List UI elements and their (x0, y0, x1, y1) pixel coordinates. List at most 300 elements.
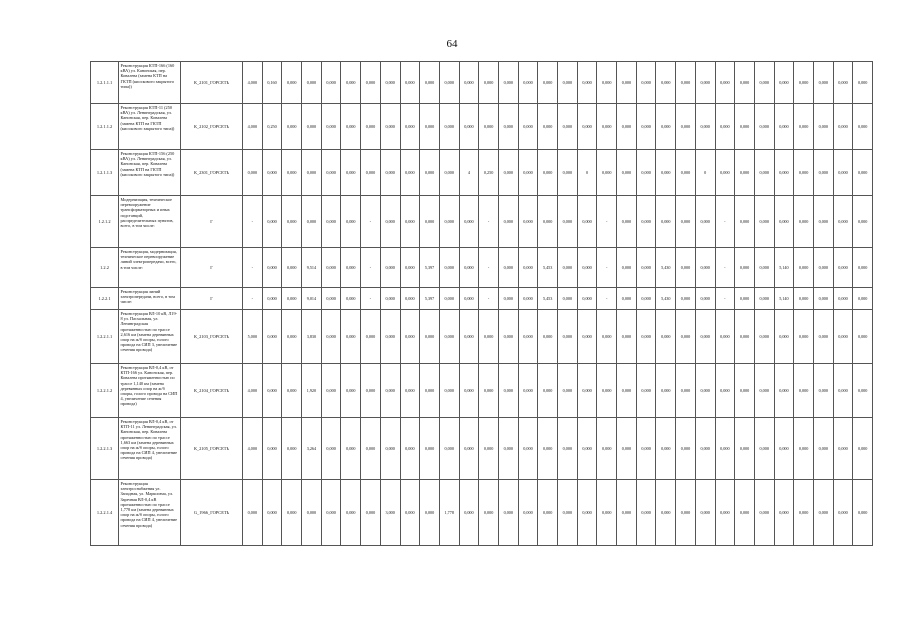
value-cell: 0,000 (361, 364, 381, 418)
row-code: 1.2.2.1 (91, 288, 119, 310)
value-cell: 0,000 (420, 364, 440, 418)
value-cell: 0,000 (676, 104, 696, 150)
value-cell: 4 (459, 150, 479, 196)
value-cell: 0,000 (695, 104, 715, 150)
table-row (91, 364, 873, 418)
value-cell: 0,000 (636, 62, 656, 104)
row-identifier: К_2105_ГОРСЕТЬ (181, 418, 243, 480)
value-cell: 0,000 (656, 310, 676, 364)
row-code: 1.2.2.1.1 (91, 310, 119, 364)
value-cell: 0,000 (833, 288, 853, 310)
value-cell: - (479, 196, 499, 248)
value-cell: 0,160 (262, 62, 282, 104)
value-cell: 0,000 (617, 418, 637, 480)
value-cell: 4,000 (243, 364, 263, 418)
value-cell: 0,000 (617, 196, 637, 248)
value-cell: 0,000 (321, 196, 341, 248)
value-cell: 0,000 (459, 196, 479, 248)
value-cell: 0,000 (794, 418, 814, 480)
row-identifier: К_2101_ГОРСЕТЬ (181, 62, 243, 104)
table-row (91, 62, 873, 104)
value-cell: 0,000 (577, 364, 597, 418)
value-cell: 0,000 (754, 418, 774, 480)
value-cell: 0,000 (617, 248, 637, 288)
value-cell: 0,000 (656, 364, 676, 418)
value-cell: 0,000 (813, 480, 833, 546)
value-cell: 0,000 (321, 104, 341, 150)
value-cell: - (597, 288, 617, 310)
value-cell: 0,000 (558, 248, 578, 288)
value-cell: 0,000 (380, 62, 400, 104)
value-cell: 0,000 (518, 310, 538, 364)
value-cell: 0,000 (617, 104, 637, 150)
value-cell: 0,000 (302, 62, 322, 104)
value-cell: 0,000 (813, 418, 833, 480)
value-cell: 0,000 (538, 150, 558, 196)
value-cell: 0,000 (361, 480, 381, 546)
value-cell: - (715, 248, 735, 288)
value-cell: 0,000 (400, 288, 420, 310)
value-cell: 0,000 (636, 288, 656, 310)
value-cell: 0,000 (853, 418, 873, 480)
value-cell: 0,000 (302, 104, 322, 150)
value-cell: 0,000 (853, 196, 873, 248)
value-cell: 0,000 (361, 150, 381, 196)
value-cell: 0,000 (774, 62, 794, 104)
table-row (91, 288, 873, 310)
value-cell: - (479, 288, 499, 310)
value-cell: 0,000 (794, 196, 814, 248)
value-cell: 0,000 (380, 104, 400, 150)
value-cell: 0,000 (518, 288, 538, 310)
value-cell: 0,000 (420, 310, 440, 364)
value-cell: 5,000 (243, 310, 263, 364)
value-cell: 5,140 (774, 288, 794, 310)
value-cell: 0,000 (498, 288, 518, 310)
value-cell: 0,000 (282, 418, 302, 480)
value-cell: 0,000 (754, 364, 774, 418)
row-identifier: Г (181, 288, 243, 310)
row-identifier: К_2103_ГОРСЕТЬ (181, 310, 243, 364)
value-cell: 1,778 (439, 480, 459, 546)
value-cell: 0,000 (794, 248, 814, 288)
value-cell: 0,000 (380, 418, 400, 480)
value-cell: 0,000 (498, 248, 518, 288)
value-cell: 0 (695, 150, 715, 196)
value-cell: 0,000 (459, 364, 479, 418)
value-cell: 0,000 (459, 248, 479, 288)
value-cell: 0,000 (538, 480, 558, 546)
value-cell: 0,000 (400, 196, 420, 248)
value-cell: 0,000 (735, 480, 755, 546)
value-cell: 0,000 (439, 418, 459, 480)
row-code: 1.2.1.1.2 (91, 104, 119, 150)
value-cell: 0,000 (282, 288, 302, 310)
value-cell: 0,000 (321, 248, 341, 288)
value-cell: 0,000 (439, 364, 459, 418)
value-cell: 0,000 (518, 150, 538, 196)
value-cell: 0 (577, 150, 597, 196)
row-description: Реконструкция КТП-156 (250 кВА) ул. Ленинградская, ул. Канонская, пер. Ковалева (замена КТП на ГКТП (киоскового закрытого типа)) (119, 150, 181, 196)
value-cell: 0,000 (774, 364, 794, 418)
value-cell: 0,000 (715, 418, 735, 480)
value-cell: 0,000 (794, 150, 814, 196)
value-cell: 0,000 (321, 62, 341, 104)
value-cell: 0,000 (833, 248, 853, 288)
value-cell: 1,920 (302, 364, 322, 418)
row-code: 1.2.2.1.4 (91, 480, 119, 546)
value-cell: 0,000 (794, 288, 814, 310)
row-identifier: К_2301_ГОРСЕТЬ (181, 150, 243, 196)
value-cell: 0,000 (400, 418, 420, 480)
value-cell: 0,000 (380, 150, 400, 196)
value-cell: 0,000 (282, 104, 302, 150)
row-description: Реконструкция КТП-11 (250 кВА) ул. Ленинградская, ул. Канонская, пер. Ковалева (замена КТП на ГКТП (киоскового закрытого типа)) (119, 104, 181, 150)
value-cell: 0,000 (715, 310, 735, 364)
value-cell: 0,000 (262, 150, 282, 196)
value-cell: 0,000 (597, 310, 617, 364)
value-cell: 0,000 (853, 248, 873, 288)
value-cell: 4,000 (243, 418, 263, 480)
row-identifier: К_2104_ГОРСЕТЬ (181, 364, 243, 418)
value-cell: - (361, 288, 381, 310)
row-code: 1.2.2 (91, 248, 119, 288)
value-cell: 0,000 (833, 480, 853, 546)
value-cell: 0,000 (577, 248, 597, 288)
value-cell: 0,000 (754, 248, 774, 288)
value-cell: 0,000 (538, 196, 558, 248)
value-cell: 0,000 (558, 196, 578, 248)
value-cell: 0,000 (676, 364, 696, 418)
value-cell: 0,000 (282, 310, 302, 364)
value-cell: 0,000 (498, 480, 518, 546)
value-cell: 0,000 (262, 480, 282, 546)
value-cell: 0,000 (656, 196, 676, 248)
value-cell: 0,000 (538, 310, 558, 364)
value-cell: 0,000 (813, 196, 833, 248)
value-cell: - (243, 196, 263, 248)
value-cell: 0,000 (735, 310, 755, 364)
value-cell: 0,000 (341, 196, 361, 248)
value-cell: 0,000 (479, 104, 499, 150)
value-cell: 0,000 (341, 418, 361, 480)
table-row (91, 248, 873, 288)
value-cell: 0,000 (538, 418, 558, 480)
value-cell: 0,000 (498, 104, 518, 150)
value-cell: 0,000 (676, 62, 696, 104)
value-cell: 0,000 (538, 62, 558, 104)
value-cell: 0,000 (794, 310, 814, 364)
value-cell: 0,000 (459, 104, 479, 150)
value-cell: 0,000 (813, 248, 833, 288)
value-cell: 0,000 (833, 62, 853, 104)
value-cell: 0,000 (636, 310, 656, 364)
value-cell: 0,000 (833, 418, 853, 480)
value-cell: 0,000 (617, 480, 637, 546)
value-cell: 0,000 (676, 196, 696, 248)
value-cell: 0,000 (558, 364, 578, 418)
value-cell: 0,000 (597, 62, 617, 104)
value-cell: 0,000 (302, 196, 322, 248)
value-cell: 0,000 (282, 150, 302, 196)
value-cell: 0,000 (794, 480, 814, 546)
row-identifier: G_1966_ГОРСЕТЬ (181, 480, 243, 546)
row-identifier: К_2102_ГОРСЕТЬ (181, 104, 243, 150)
value-cell: 0,000 (420, 62, 440, 104)
value-cell: 0,000 (420, 150, 440, 196)
value-cell: 0,000 (518, 364, 538, 418)
value-cell: 0,000 (656, 62, 676, 104)
row-code: 1.2.1.1.1 (91, 62, 119, 104)
value-cell: 0,000 (597, 480, 617, 546)
value-cell: 0,000 (853, 364, 873, 418)
value-cell: 0,000 (617, 62, 637, 104)
value-cell: 0,000 (656, 418, 676, 480)
value-cell: 0,000 (774, 310, 794, 364)
value-cell: 0,000 (479, 418, 499, 480)
value-cell: 0,000 (420, 196, 440, 248)
value-cell: 0,000 (617, 310, 637, 364)
value-cell: 0,000 (282, 248, 302, 288)
value-cell: 0,000 (420, 104, 440, 150)
row-code: 1.2.1.2 (91, 196, 119, 248)
value-cell: 0,000 (833, 310, 853, 364)
table-row (91, 418, 873, 480)
value-cell: 0,000 (597, 364, 617, 418)
value-cell: 0,000 (262, 288, 282, 310)
value-cell: 0,000 (735, 418, 755, 480)
value-cell: 0,000 (400, 62, 420, 104)
row-description: Реконструкция ВЛ-0,4 кВ, от КТП-166 ул. Канонская, пер. Ковалева протяженностью по трассе 1,140 км (замена деревянных опор на ж/б опоры, голого провода на СИП 4, увеличение сечения провода) (119, 364, 181, 418)
value-cell: 0,000 (813, 62, 833, 104)
value-cell: 0,000 (833, 104, 853, 150)
value-cell: 0,000 (262, 196, 282, 248)
value-cell: 0,000 (636, 418, 656, 480)
value-cell: 0,000 (794, 364, 814, 418)
value-cell: 0,000 (695, 196, 715, 248)
value-cell: - (243, 288, 263, 310)
table-row (91, 104, 873, 150)
value-cell: 5,430 (656, 248, 676, 288)
value-cell: 0,000 (577, 62, 597, 104)
value-cell: 0,000 (420, 418, 440, 480)
row-description: Реконструкция ВЛ-10 кВ, Л19-8 ул. Пасхальная, ул. Ленинградская протяженностью по трассе 2,616 км (замена деревянных опор на ж/б опоры, голого провода на СИП 3, увеличение сечения провода) (119, 310, 181, 364)
row-description: Модернизация, техническое перевооружение трансформаторных и иных подстанций, распределительных пунктов, всего, в том числе: (119, 196, 181, 248)
value-cell: 0,000 (636, 150, 656, 196)
value-cell: 0,000 (262, 364, 282, 418)
value-cell: 0,000 (498, 62, 518, 104)
value-cell: 0,000 (420, 480, 440, 546)
value-cell: - (243, 248, 263, 288)
value-cell: 3,000 (380, 480, 400, 546)
value-cell: 0,000 (577, 104, 597, 150)
value-cell: 0,000 (558, 480, 578, 546)
value-cell: 0,000 (695, 310, 715, 364)
value-cell: 0,000 (302, 480, 322, 546)
value-cell: 0,000 (282, 480, 302, 546)
value-cell: 0,000 (735, 248, 755, 288)
value-cell: 0,000 (754, 104, 774, 150)
value-cell: 0,000 (341, 288, 361, 310)
value-cell: 0,000 (439, 248, 459, 288)
value-cell: 5,397 (420, 248, 440, 288)
table-row (91, 480, 873, 546)
value-cell: 0,000 (498, 310, 518, 364)
value-cell: 9,014 (302, 288, 322, 310)
value-cell: - (715, 196, 735, 248)
value-cell: 0,000 (853, 62, 873, 104)
value-cell: 0,000 (597, 150, 617, 196)
value-cell: 0,000 (380, 196, 400, 248)
value-cell: - (715, 288, 735, 310)
value-cell: 0,000 (361, 418, 381, 480)
value-cell: 0,000 (380, 288, 400, 310)
value-cell: 0,000 (518, 104, 538, 150)
value-cell: 0,000 (597, 418, 617, 480)
table-row (91, 196, 873, 248)
value-cell: 0,000 (853, 104, 873, 150)
value-cell: 0,000 (754, 150, 774, 196)
value-cell: 0,000 (243, 480, 263, 546)
value-cell: 0,000 (794, 62, 814, 104)
investment-program-table (90, 61, 873, 546)
value-cell: 0,000 (617, 364, 637, 418)
value-cell: 0,000 (577, 310, 597, 364)
value-cell: 0,000 (479, 310, 499, 364)
value-cell: 0,000 (321, 418, 341, 480)
value-cell: 0,000 (617, 150, 637, 196)
value-cell: - (597, 248, 617, 288)
value-cell: 4,000 (243, 62, 263, 104)
value-cell: 0,000 (656, 104, 676, 150)
value-cell: 0,000 (538, 364, 558, 418)
value-cell: 0,000 (695, 288, 715, 310)
value-cell: 0,000 (754, 310, 774, 364)
value-cell: 0,000 (676, 418, 696, 480)
value-cell: 0,000 (439, 150, 459, 196)
row-description: Реконструкция электроснабжения ул. Западная, ул. Марксизма, ул. Заречная ВЛ-0,4 кВ протяженностью по трассе 1,778 км (замена деревянных опор на ж/б опоры, голого провода на СИП 4, увеличение сечения провода) (119, 480, 181, 546)
value-cell: 0,000 (400, 150, 420, 196)
table-row (91, 150, 873, 196)
value-cell: 0,000 (577, 196, 597, 248)
value-cell: 0,000 (676, 248, 696, 288)
value-cell: 0,000 (439, 288, 459, 310)
value-cell: 0,000 (400, 310, 420, 364)
value-cell: 0,000 (577, 480, 597, 546)
value-cell: 0,000 (715, 480, 735, 546)
value-cell: 0,000 (518, 196, 538, 248)
value-cell: 0,000 (774, 150, 794, 196)
value-cell: 0,000 (754, 62, 774, 104)
value-cell: 0,000 (498, 196, 518, 248)
value-cell: 0,000 (321, 480, 341, 546)
value-cell: 0,000 (695, 248, 715, 288)
value-cell: - (361, 248, 381, 288)
value-cell: 0,000 (636, 364, 656, 418)
row-code: 1.2.1.1.3 (91, 150, 119, 196)
value-cell: 0,000 (695, 480, 715, 546)
value-cell: 0,000 (282, 196, 302, 248)
value-cell: 0,000 (715, 364, 735, 418)
value-cell: 0,000 (400, 480, 420, 546)
value-cell: 0,000 (459, 480, 479, 546)
value-cell: 0,000 (341, 150, 361, 196)
row-description: Реконструкция ВЛ-0,4 кВ, от КТП-11 ул. Ленинградская, ул. Канонская, пер. Ковалева протяженностью по трассе 1,663 км (замена деревянных опор на ж/б опоры, голого провода на СИП 4, увеличение сечения провода) (119, 418, 181, 480)
value-cell: 0,000 (676, 288, 696, 310)
value-cell: 0,000 (341, 104, 361, 150)
value-cell: 0,000 (558, 62, 578, 104)
value-cell: 0,000 (518, 480, 538, 546)
value-cell: 0,000 (735, 104, 755, 150)
value-cell: 0,000 (656, 480, 676, 546)
value-cell: 0,000 (459, 288, 479, 310)
value-cell: 0,000 (479, 480, 499, 546)
value-cell: 3,830 (302, 310, 322, 364)
row-description: Реконструкция, модернизация, техническое перевооружение линий электропередачи, всего, в том числе: (119, 248, 181, 288)
value-cell: 0,000 (636, 196, 656, 248)
value-cell: 0,000 (597, 104, 617, 150)
value-cell: 0,000 (459, 418, 479, 480)
value-cell: 0,000 (380, 310, 400, 364)
value-cell: 0,000 (498, 418, 518, 480)
value-cell: 0,000 (735, 150, 755, 196)
value-cell: 0,000 (321, 364, 341, 418)
value-cell: 0,000 (479, 62, 499, 104)
value-cell: 0,000 (558, 310, 578, 364)
table-row (91, 310, 873, 364)
row-identifier: Г (181, 196, 243, 248)
value-cell: 0,000 (439, 196, 459, 248)
value-cell: 0,000 (676, 310, 696, 364)
value-cell: 0,000 (813, 104, 833, 150)
page-number: 64 (446, 38, 458, 50)
value-cell: 0,000 (754, 480, 774, 546)
value-cell: 0,000 (853, 150, 873, 196)
value-cell: 5,140 (774, 248, 794, 288)
value-cell: 0,000 (341, 62, 361, 104)
value-cell: 0,000 (636, 480, 656, 546)
value-cell: 0,000 (754, 288, 774, 310)
value-cell: 0,000 (636, 104, 656, 150)
value-cell: 0,000 (558, 104, 578, 150)
value-cell: 0,000 (341, 480, 361, 546)
value-cell: 0,000 (636, 248, 656, 288)
value-cell: 0,000 (774, 196, 794, 248)
value-cell: 0,000 (695, 364, 715, 418)
value-cell: 0,000 (715, 62, 735, 104)
value-cell: 0,000 (361, 62, 381, 104)
value-cell: 0,250 (479, 150, 499, 196)
value-cell: 0,000 (774, 104, 794, 150)
value-cell: 0,000 (302, 150, 322, 196)
value-cell: 0,000 (774, 418, 794, 480)
value-cell: 0,000 (518, 418, 538, 480)
value-cell: 0,000 (341, 364, 361, 418)
value-cell: 0,000 (380, 248, 400, 288)
value-cell: 0,000 (243, 150, 263, 196)
value-cell: 0,000 (735, 364, 755, 418)
value-cell: 0,000 (853, 288, 873, 310)
row-description: Реконструкция линий электропередачи, всего, в том числе: (119, 288, 181, 310)
value-cell: 0,000 (813, 310, 833, 364)
value-cell: 0,000 (361, 310, 381, 364)
row-description: Реконструкция КТП-166 (160 кВА) ул. Канонская, пер. Ковалева (замена КТП на ГКТП (киоскового закрытого типа)) (119, 62, 181, 104)
value-cell: 0,000 (282, 62, 302, 104)
value-cell: 0,000 (853, 310, 873, 364)
value-cell: 0,000 (262, 418, 282, 480)
value-cell: 0,000 (813, 150, 833, 196)
value-cell: - (479, 248, 499, 288)
